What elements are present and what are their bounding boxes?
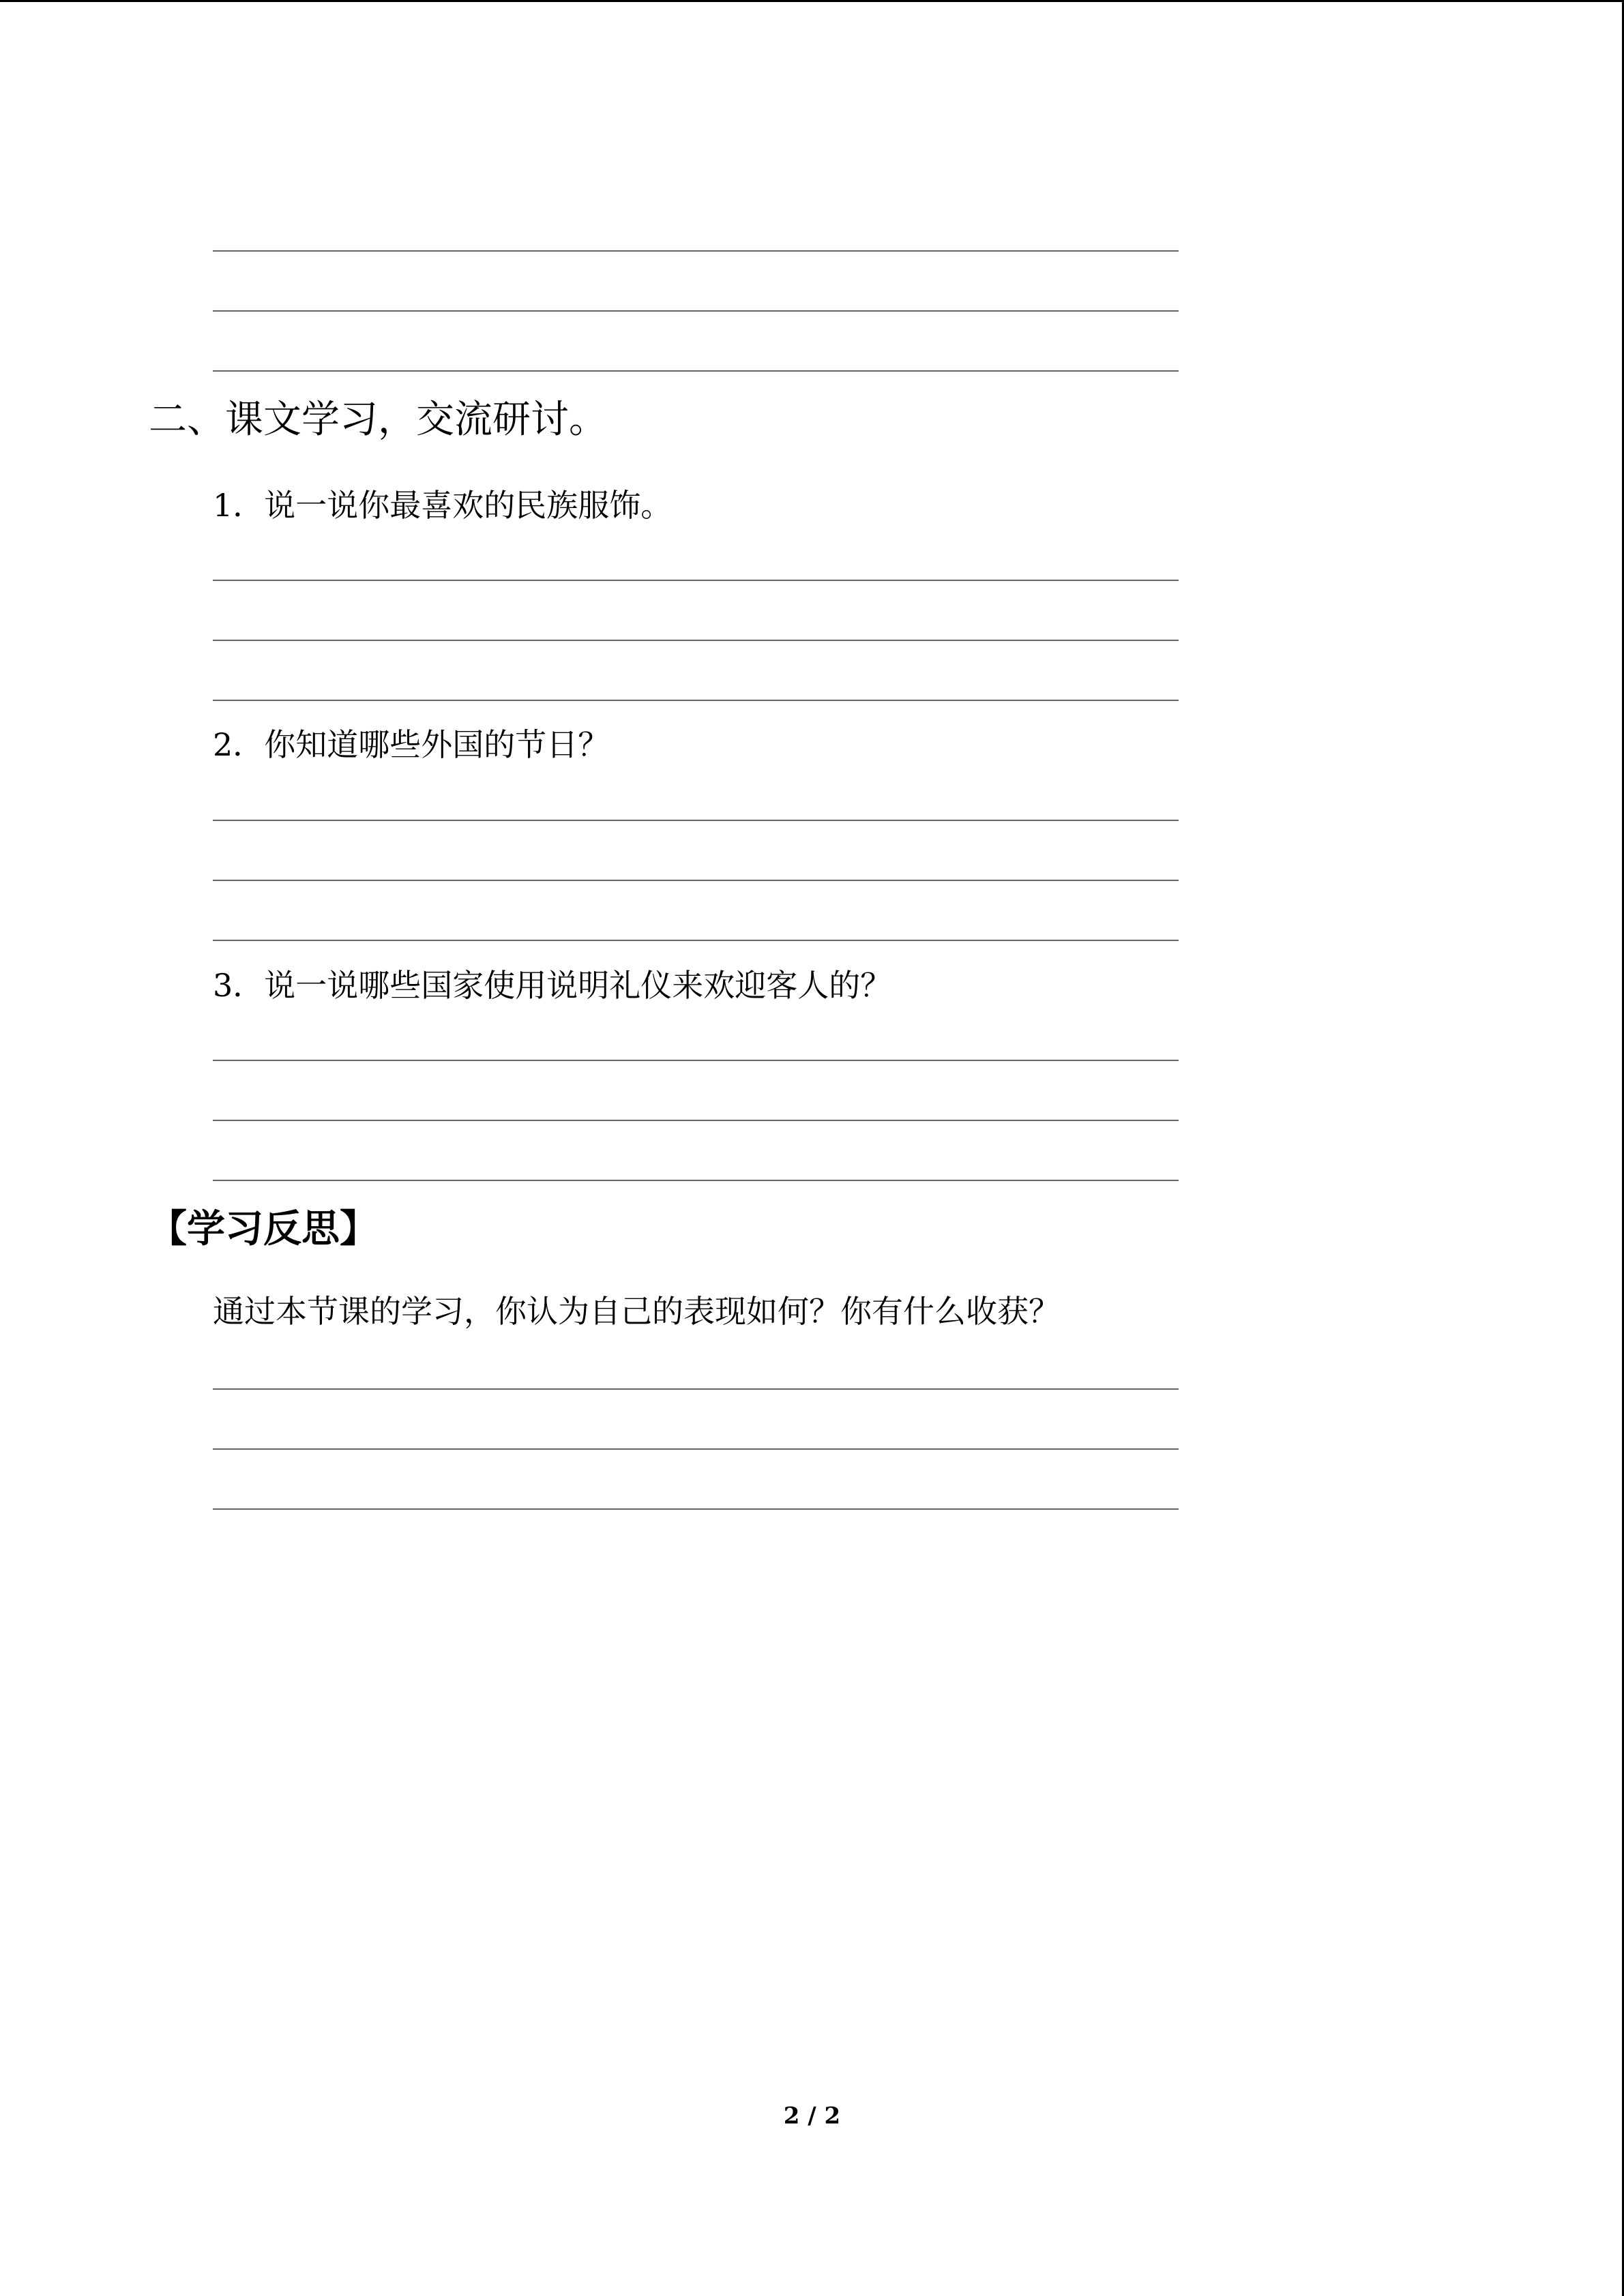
answer-line (213, 1508, 1179, 1510)
page-top-border (0, 0, 1624, 2)
answer-line (213, 1060, 1179, 1061)
answer-line (213, 370, 1179, 372)
reflection-heading: 【学习反思】 (149, 1207, 378, 1251)
section-heading: 二、课文学习，交流研讨。 (149, 398, 607, 442)
question-1: 1．说一说你最喜欢的民族服饰。 (213, 487, 673, 524)
answer-line (213, 1120, 1179, 1121)
answer-line (213, 580, 1179, 581)
page-number: 2 / 2 (783, 2102, 841, 2130)
answer-line (213, 640, 1179, 641)
answer-line (213, 250, 1179, 252)
answer-line (213, 1180, 1179, 1181)
answer-line (213, 1388, 1179, 1390)
answer-line (213, 1448, 1179, 1450)
answer-line (213, 700, 1179, 701)
answer-line (213, 310, 1179, 312)
answer-line (213, 820, 1179, 821)
answer-line (213, 880, 1179, 881)
reflection-prompt: 通过本节课的学习，你认为自己的表现如何？你有什么收获？ (213, 1293, 1060, 1330)
answer-line (213, 940, 1179, 941)
question-2: 2．你知道哪些外国的节日？ (213, 726, 610, 763)
question-3: 3．说一说哪些国家使用说明礼仪来欢迎客人的？ (213, 967, 892, 1004)
